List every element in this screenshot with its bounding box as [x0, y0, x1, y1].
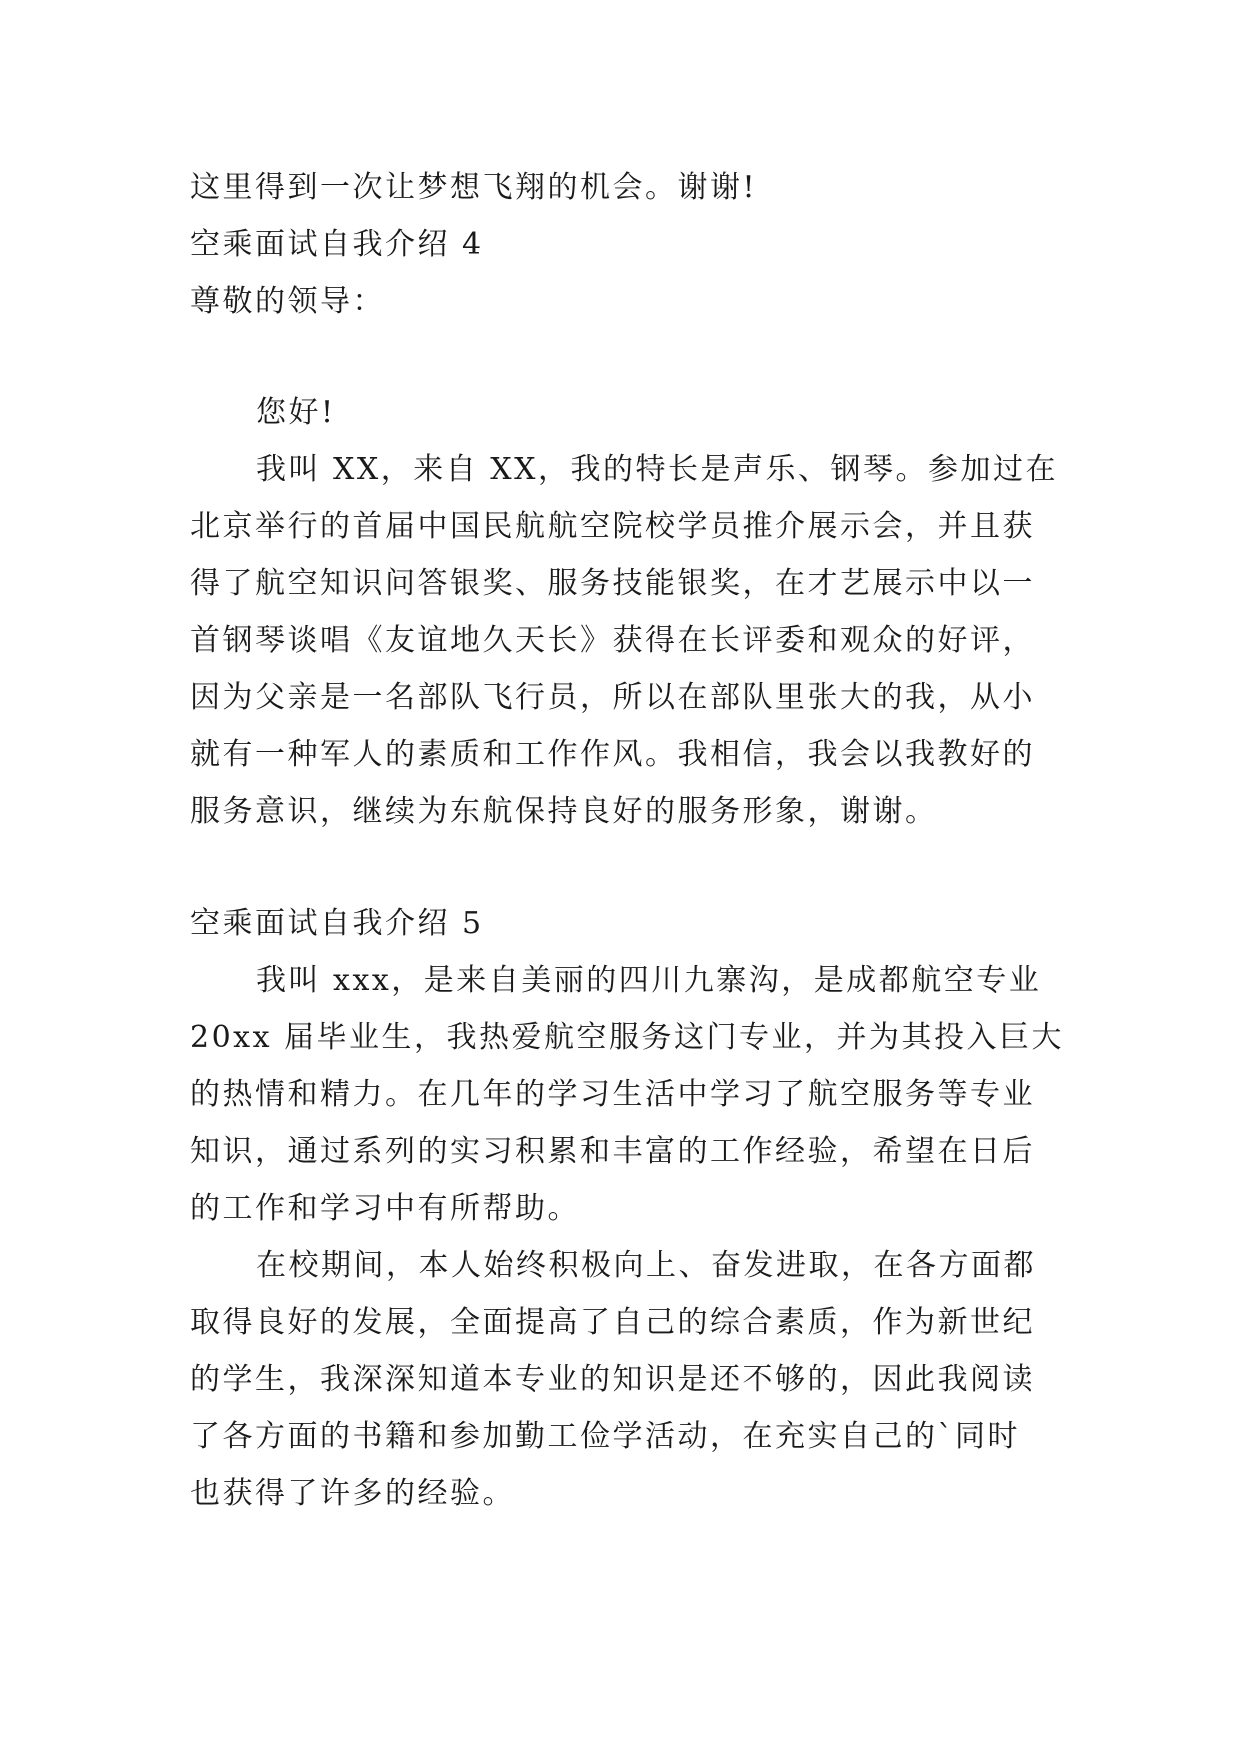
salutation: 尊敬的领导： [190, 284, 385, 319]
closing-line: 这里得到一次让梦想飞翔的机会。谢谢! [190, 170, 758, 205]
paragraph-line: 我叫 XX，来自 XX，我的特长是声乐、钢琴。参加过在 [256, 452, 1059, 487]
section-heading-4: 空乘面试自我介绍 4 [190, 227, 484, 262]
paragraph-line: 取得良好的发展，全面提高了自己的综合素质，作为新世纪 [190, 1305, 1035, 1340]
paragraph-line: 了各方面的书籍和参加勤工俭学活动，在充实自己的`同时 [190, 1419, 1020, 1454]
paragraph-line: 的学生，我深深知道本专业的知识是还不够的，因此我阅读 [190, 1362, 1035, 1397]
paragraph-line: 服务意识，继续为东航保持良好的服务形象，谢谢。 [190, 794, 938, 829]
paragraph-line: 知识，通过系列的实习积累和丰富的工作经验，希望在日后 [190, 1134, 1035, 1169]
paragraph-line: 首钢琴谈唱《友谊地久天长》获得在长评委和观众的好评， [190, 623, 1035, 658]
paragraph-line: 就有一种军人的素质和工作作风。我相信，我会以我教好的 [190, 737, 1035, 772]
paragraph-line: 我叫 xxx，是来自美丽的四川九寨沟，是成都航空专业 [256, 963, 1042, 998]
paragraph-line: 得了航空知识问答银奖、服务技能银奖，在才艺展示中以一 [190, 566, 1035, 601]
paragraph-line: 的工作和学习中有所帮助。 [190, 1191, 580, 1226]
paragraph-line: 在校期间，本人始终积极向上、奋发进取，在各方面都 [256, 1248, 1036, 1283]
paragraph-line: 的热情和精力。在几年的学习生活中学习了航空服务等专业 [190, 1077, 1035, 1112]
paragraph-line: 也获得了许多的经验。 [190, 1476, 515, 1511]
section-heading-5: 空乘面试自我介绍 5 [190, 906, 484, 941]
greeting: 您好! [256, 395, 336, 430]
paragraph-line: 北京举行的首届中国民航航空院校学员推介展示会，并且获 [190, 509, 1035, 544]
paragraph-line: 20xx 届毕业生，我热爱航空服务这门专业，并为其投入巨大 [190, 1020, 1065, 1055]
paragraph-line: 因为父亲是一名部队飞行员，所以在部队里张大的我，从小 [190, 680, 1035, 715]
